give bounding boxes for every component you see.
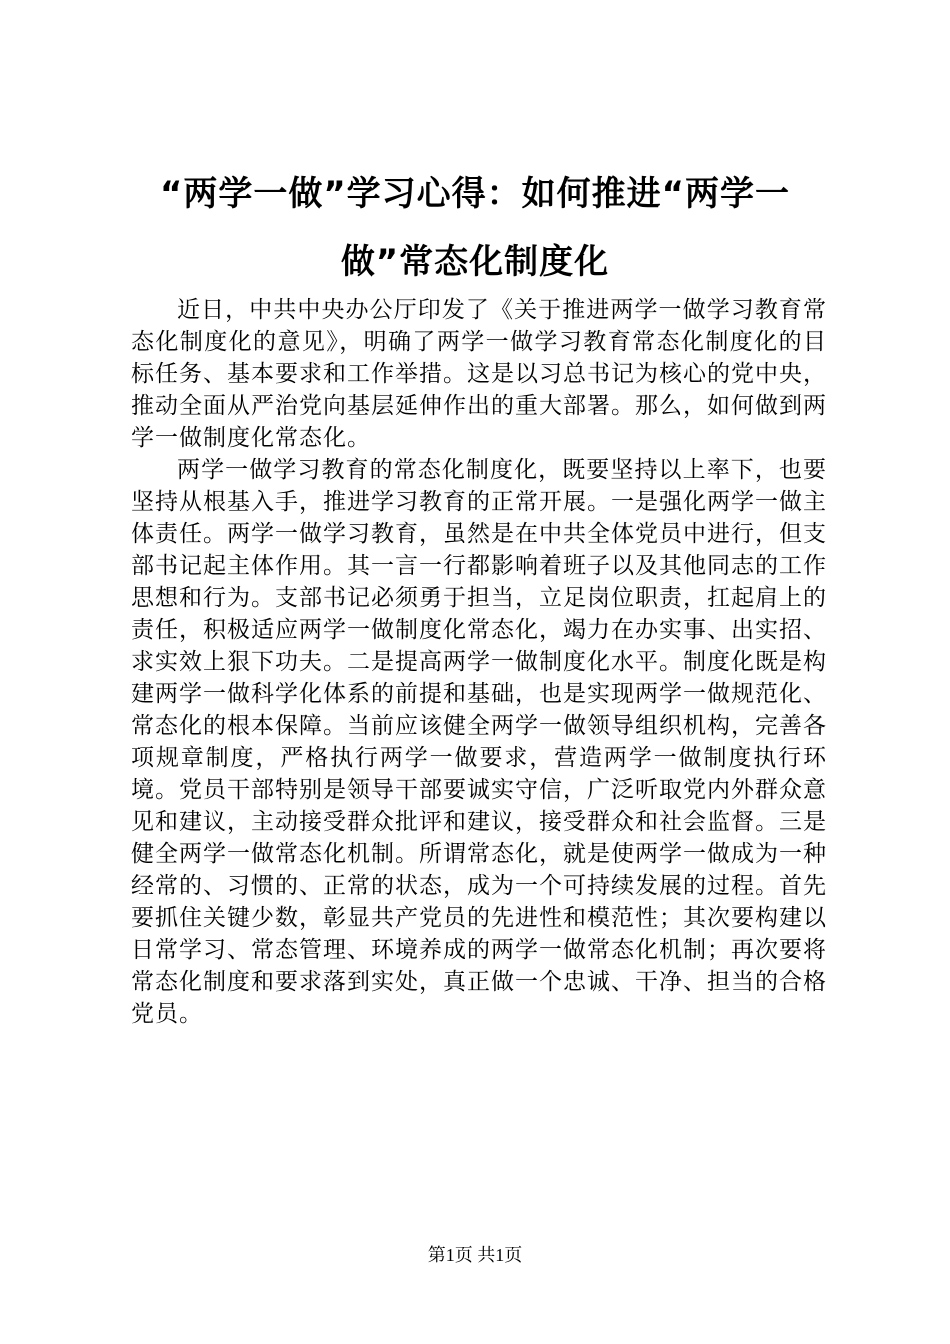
paragraph-2: 两学一做学习教育的常态化制度化，既要坚持以上率下，也要坚持从根基入手，推进学习教育的正常开展。一是强化两学一做主体责任。两学一做学习教育，虽然是在中共全体党员中进行，但支部书记起主体作用。其一言一行都影响着班子以及其他同志的工作思想和行为。支部书记必须勇于担当，立足岗位职责，扛起肩上的责任，积极适应两学一做制度化常态化，竭力在办实事、出实招、求实效上狠下功夫。二是提高两学一做制度化水平。制度化既是构建两学一做科学化体系的前提和基础，也是实现两学一做规范化、常态化的根本保障。当前应该健全两学一做领导组织机构，完善各项规章制度，严格执行两学一做要求，营造两学一做制度执行环境。党员干部特别是领导干部要诚实守信，广泛听取党内外群众意见和建议，主动接受群众批评和建议，接受群众和社会监督。三是健全两学一做常态化机制。所谓常态化，就是使两学一做成为一种经常的、习惯的、正常的状态，成为一个可持续发展的过程。首先要抓住关键少数，彰显共产党员的先进性和模范性；其次要构建以日常学习、常态管理、环境养成的两学一做常态化机制；再次要将常态化制度和要求落到实处，真正做一个忠诚、干净、担当的合格党员。 xyxy=(131,457,827,1027)
page-footer: 第1页 共1页 xyxy=(427,1245,523,1265)
document-title: “两学一做”学习心得：如何推进“两学一做”常态化制度化 xyxy=(159,174,791,282)
paragraph-1: 近日，中共中央办公厅印发了《关于推进两学一做学习教育常态化制度化的意见》，明确了两学一做学习教育常态化制度化的目标任务、基本要求和工作举措。这是以习总书记为核心的党中央，推动全面从严治党向基层延伸作出的重大部署。那么，如何做到两学一做制度化常态化。 xyxy=(131,297,827,451)
document-body xyxy=(131,294,827,1030)
